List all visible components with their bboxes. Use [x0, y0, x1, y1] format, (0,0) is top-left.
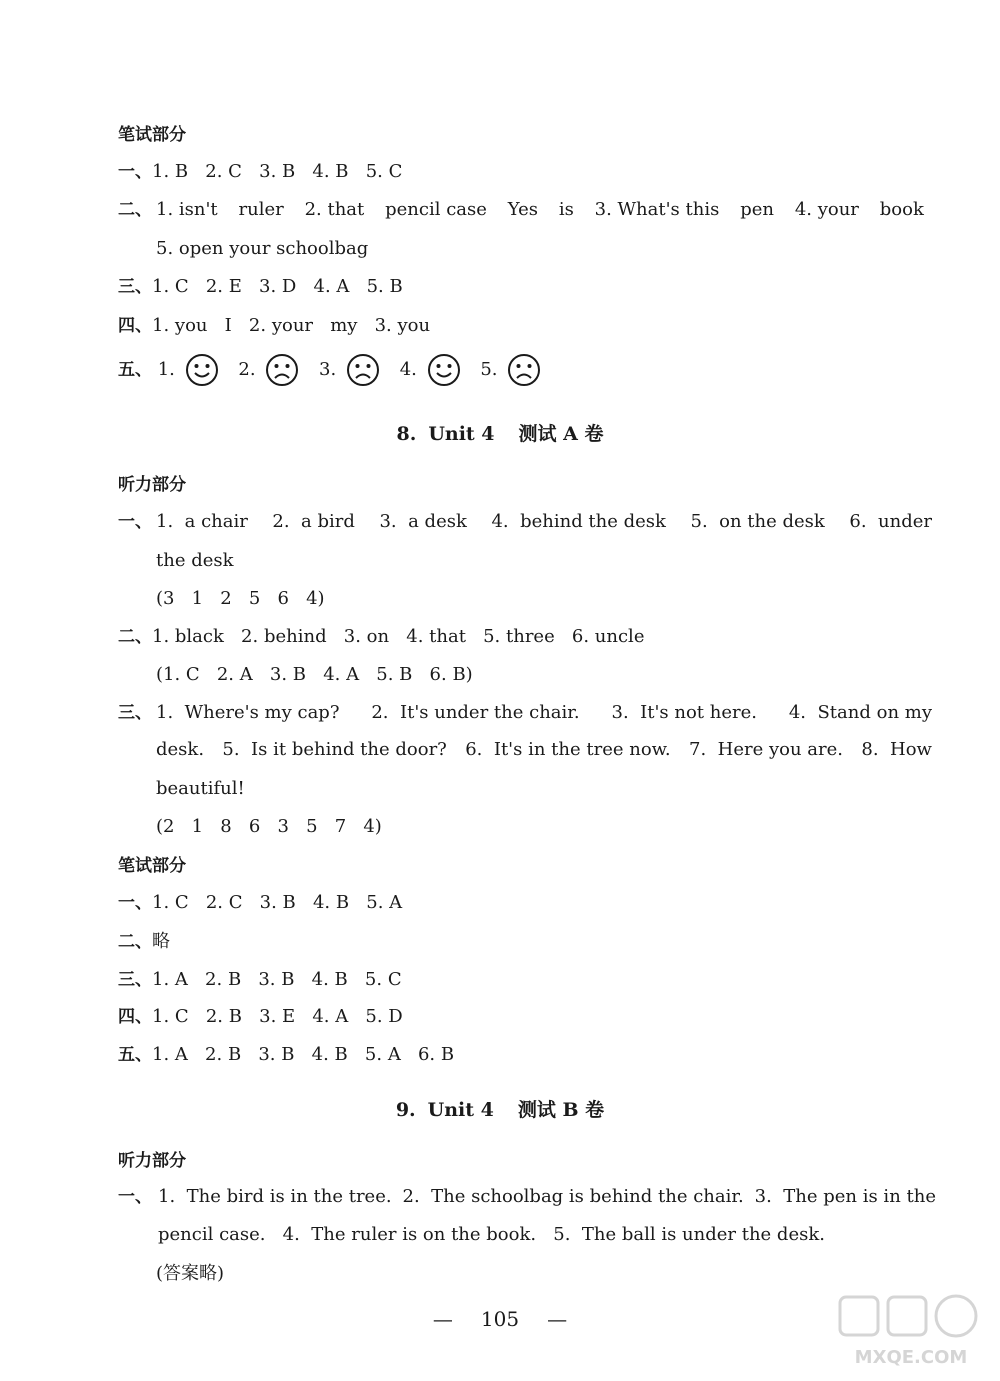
- answer-item: 5. Is it behind the door?: [222, 739, 447, 760]
- answer-line: [118, 1005, 932, 1029]
- answer-continuation: beautiful!: [156, 778, 245, 799]
- answer-line: [118, 1185, 936, 1209]
- answer-item: is: [558, 199, 574, 220]
- answer-items: [158, 1185, 936, 1209]
- answer-item: 7. Here you are.: [689, 739, 844, 760]
- title-unit: Unit 4: [427, 1099, 494, 1121]
- question-number: 五、: [118, 1045, 152, 1065]
- question-number: 一、: [118, 162, 152, 182]
- answer-line: [118, 198, 932, 222]
- section-title-unit4-b: [0, 1095, 1000, 1122]
- answer-line: [118, 891, 932, 915]
- section-heading-listening: 听力部分: [118, 475, 186, 495]
- answer-line: [118, 160, 932, 184]
- answer-item: pen: [740, 199, 774, 220]
- answer-line: [118, 968, 932, 992]
- face-label: 3.: [319, 359, 337, 380]
- question-number: 五、: [118, 360, 152, 380]
- answer-item: 1. isn't: [156, 199, 218, 220]
- section-heading-written: 笔试部分: [118, 856, 186, 876]
- title-number: 8.: [396, 423, 417, 445]
- answer-key: (答案略): [156, 1263, 225, 1284]
- answer-item: 4. Stand on my: [788, 702, 932, 723]
- section-heading-written: 笔试部分: [118, 125, 186, 145]
- section-heading-listening: 听力部分: [118, 1151, 186, 1171]
- answer-line: [118, 1043, 932, 1067]
- answer-text: 1. black 2. behind 3. on 4. that 5. three 6. uncle: [152, 626, 645, 647]
- answer-key: (2 1 8 6 3 5 7 4): [156, 816, 382, 837]
- title-number: 9.: [395, 1099, 416, 1121]
- answer-item: 4. your: [794, 199, 859, 220]
- answer-item: 3. What's this: [594, 199, 720, 220]
- smile-icon: [185, 353, 219, 387]
- answer-key: (1. C 2. A 3. B 4. A 5. B 6. B): [156, 664, 473, 685]
- section-title-unit4-a: [0, 419, 1000, 446]
- answer-item: 2. It's under the chair.: [371, 702, 580, 723]
- answer-text: 1. A 2. B 3. B 4. B 5. C: [152, 969, 402, 990]
- answer-items: [156, 510, 932, 534]
- answer-continuation: [156, 738, 932, 762]
- question-number: 二、: [118, 932, 152, 952]
- question-number: 二、: [118, 627, 152, 647]
- answer-item: book: [879, 199, 924, 220]
- smile-icon: [427, 353, 461, 387]
- svg-text:MXQE.COM: MXQE.COM: [854, 1347, 968, 1368]
- question-number: 四、: [118, 1007, 152, 1027]
- question-number: 一、: [118, 512, 152, 532]
- answer-items: [156, 198, 924, 222]
- answer-text: 1. C 2. B 3. E 4. A 5. D: [152, 1006, 403, 1027]
- answer-text: 1. you I 2. your my 3. you: [152, 315, 431, 336]
- face-label: 5.: [480, 359, 498, 380]
- answer-items: [156, 701, 932, 725]
- answer-item: 3. a desk: [379, 511, 467, 532]
- answer-line: [118, 314, 932, 338]
- answer-item: 2. The schoolbag is behind the chair.: [402, 1186, 744, 1207]
- answer-continuation: pencil case. 4. The ruler is on the book. 5. The ball is under the desk.: [158, 1224, 825, 1245]
- answer-key: (3 1 2 5 6 4): [156, 588, 325, 609]
- question-number: 二、: [118, 200, 152, 220]
- face-label: 1.: [157, 359, 175, 380]
- answer-item: 6. under: [849, 511, 932, 532]
- answer-item: 3. The pen is in the: [754, 1186, 936, 1207]
- face-label: 4.: [399, 359, 417, 380]
- watermark-logo: [836, 1291, 986, 1371]
- answer-line: [118, 510, 932, 534]
- answer-item: 3. It's not here.: [611, 702, 757, 723]
- title-test: 测试 A 卷: [518, 423, 604, 445]
- answer-item: desk.: [156, 739, 205, 760]
- title-unit: Unit 4: [428, 423, 495, 445]
- answer-item: ruler: [238, 199, 284, 220]
- answer-text: 1. B 2. C 3. B 4. B 5. C: [152, 161, 403, 182]
- frown-icon: [507, 353, 541, 387]
- answer-item: 1. Where's my cap?: [156, 702, 340, 723]
- answer-item: 2. a bird: [272, 511, 355, 532]
- question-number: 一、: [118, 893, 152, 913]
- answer-item: 2. that: [304, 199, 365, 220]
- answer-text: 1. C 2. E 3. D 4. A 5. B: [152, 276, 403, 297]
- answer-line-faces: [118, 352, 932, 388]
- page-dash: —: [547, 1307, 568, 1331]
- frown-icon: [265, 353, 299, 387]
- question-number: 三、: [118, 277, 152, 297]
- answer-item: 8. How: [861, 739, 932, 760]
- question-number: 一、: [118, 1187, 152, 1207]
- question-number: 三、: [118, 970, 152, 990]
- page-dash: —: [432, 1307, 453, 1331]
- answer-item: 4. behind the desk: [491, 511, 666, 532]
- answer-text: 略: [152, 931, 170, 952]
- answer-continuation: the desk: [156, 550, 234, 571]
- title-test: 测试 B 卷: [517, 1099, 605, 1121]
- answer-item: Yes: [507, 199, 538, 220]
- answer-line: [118, 701, 932, 725]
- page-number-value: 105: [480, 1307, 520, 1331]
- answer-item: 5. on the desk: [690, 511, 825, 532]
- answer-text: 1. C 2. C 3. B 4. B 5. A: [152, 892, 403, 913]
- answer-line: [118, 625, 932, 649]
- answer-item: 6. It's in the tree now.: [465, 739, 671, 760]
- answer-line: [118, 930, 932, 954]
- question-number: 三、: [118, 703, 152, 723]
- answer-text: 1. A 2. B 3. B 4. B 5. A 6. B: [152, 1044, 455, 1065]
- answer-line: [118, 275, 932, 299]
- question-number: 四、: [118, 316, 152, 336]
- answer-continuation: 5. open your schoolbag: [156, 238, 369, 259]
- answer-item: 1. a chair: [156, 511, 248, 532]
- answer-item: pencil case: [385, 199, 487, 220]
- face-label: 2.: [238, 359, 256, 380]
- frown-icon: [346, 353, 380, 387]
- answer-item: 1. The bird is in the tree.: [158, 1186, 392, 1207]
